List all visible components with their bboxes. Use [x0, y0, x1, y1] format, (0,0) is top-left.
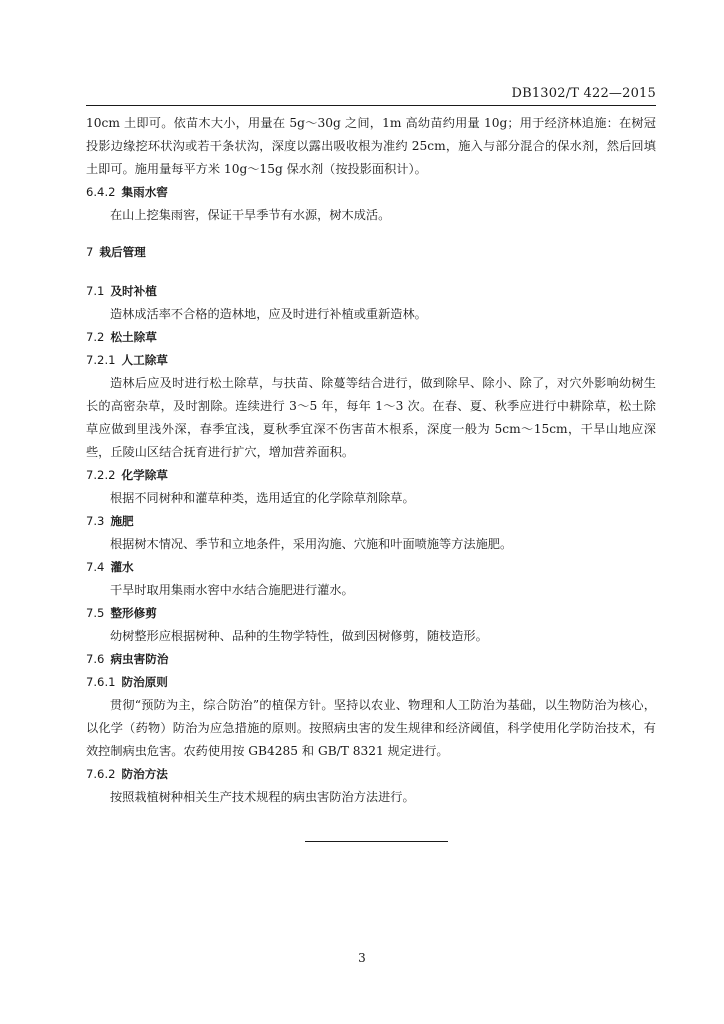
heading-7-3: 7.3 施肥	[86, 514, 134, 528]
paragraph-7-1: 造林成活率不合格的造林地，应及时进行补植或重新造林。	[110, 307, 427, 321]
document-body	[86, 112, 656, 809]
paragraph-7-5: 幼树整形应根据树种、品种的生物学特性，做到因树修剪，随枝造形。	[110, 629, 488, 643]
paragraph-7-2-2: 根据不同树种和灌草种类，选用适宜的化学除草剂除草。	[110, 491, 415, 505]
heading-6-4-2: 6.4.2 集雨水窖	[86, 185, 168, 199]
header-rule	[86, 105, 656, 106]
heading-7-2-2: 7.2.2 化学除草	[86, 468, 168, 482]
heading-7-6-2: 7.6.2 防治方法	[86, 767, 168, 781]
heading-7-6-1: 7.6.1 防治原则	[86, 675, 168, 689]
heading-7-6: 7.6 病虫害防治	[86, 652, 169, 666]
paragraph-7-4: 干旱时取用集雨水窖中水结合施肥进行灌水。	[110, 583, 354, 597]
heading-7-5: 7.5 整形修剪	[86, 606, 157, 620]
document-code: DB1302/T 422—2015	[511, 86, 656, 101]
paragraph-7-6-1: 贯彻“预防为主，综合防治”的植保方针。坚持以农业、物理和人工防治为基础，以生物防治为核心，以化学（药物）防治为应急措施的原则。按照病虫害的发生规律和经济阈值，科学使用化学防治技术，有效控制病虫危害。农药使用按 GB4285 和 GB/T 8321 规定进行。	[86, 698, 656, 758]
heading-7: 7 栽后管理	[86, 245, 146, 259]
heading-7-4: 7.4 灌水	[86, 560, 134, 574]
paragraph-7-6-2: 按照栽植树种相关生产技术规程的病虫害防治方法进行。	[110, 790, 415, 804]
page-number: 3	[358, 951, 366, 965]
paragraph-6-4-2: 在山上挖集雨窖，保证干旱季节有水源，树木成活。	[110, 208, 391, 222]
paragraph-continued: 10cm 土即可。依苗木大小，用量在 5g～30g 之间，1m 高幼苗约用量 10g；用于经济林追施：在树冠投影边缘挖环状沟或若干条状沟，深度以露出吸收根为准约 25cm，施入与部分混合的保水剂，然后回填土即可。施用量每平方米 10g～15g 保水剂（按投影面积计）。	[86, 116, 656, 176]
paragraph-7-3: 根据树木情况、季节和立地条件，采用沟施、穴施和叶面喷施等方法施肥。	[110, 537, 513, 551]
end-of-text-rule	[305, 841, 448, 842]
heading-7-2: 7.2 松土除草	[86, 330, 157, 344]
heading-7-2-1: 7.2.1 人工除草	[86, 353, 168, 367]
heading-7-1: 7.1 及时补植	[86, 284, 157, 298]
paragraph-7-2-1: 造林后应及时进行松土除草，与扶苗、除蔓等结合进行，做到除早、除小、除了，对穴外影响幼树生长的高密杂草，及时割除。连续进行 3～5 年，每年 1～3 次。在春、夏、秋季应进行中耕除草，松土除草应做到里浅外深，春季宜浅，夏秋季宜深不伤害苗木根系，深度一般为 5cm～15cm，干旱山地应深些，丘陵山区结合抚育进行扩穴，增加营养面积。	[86, 376, 656, 459]
